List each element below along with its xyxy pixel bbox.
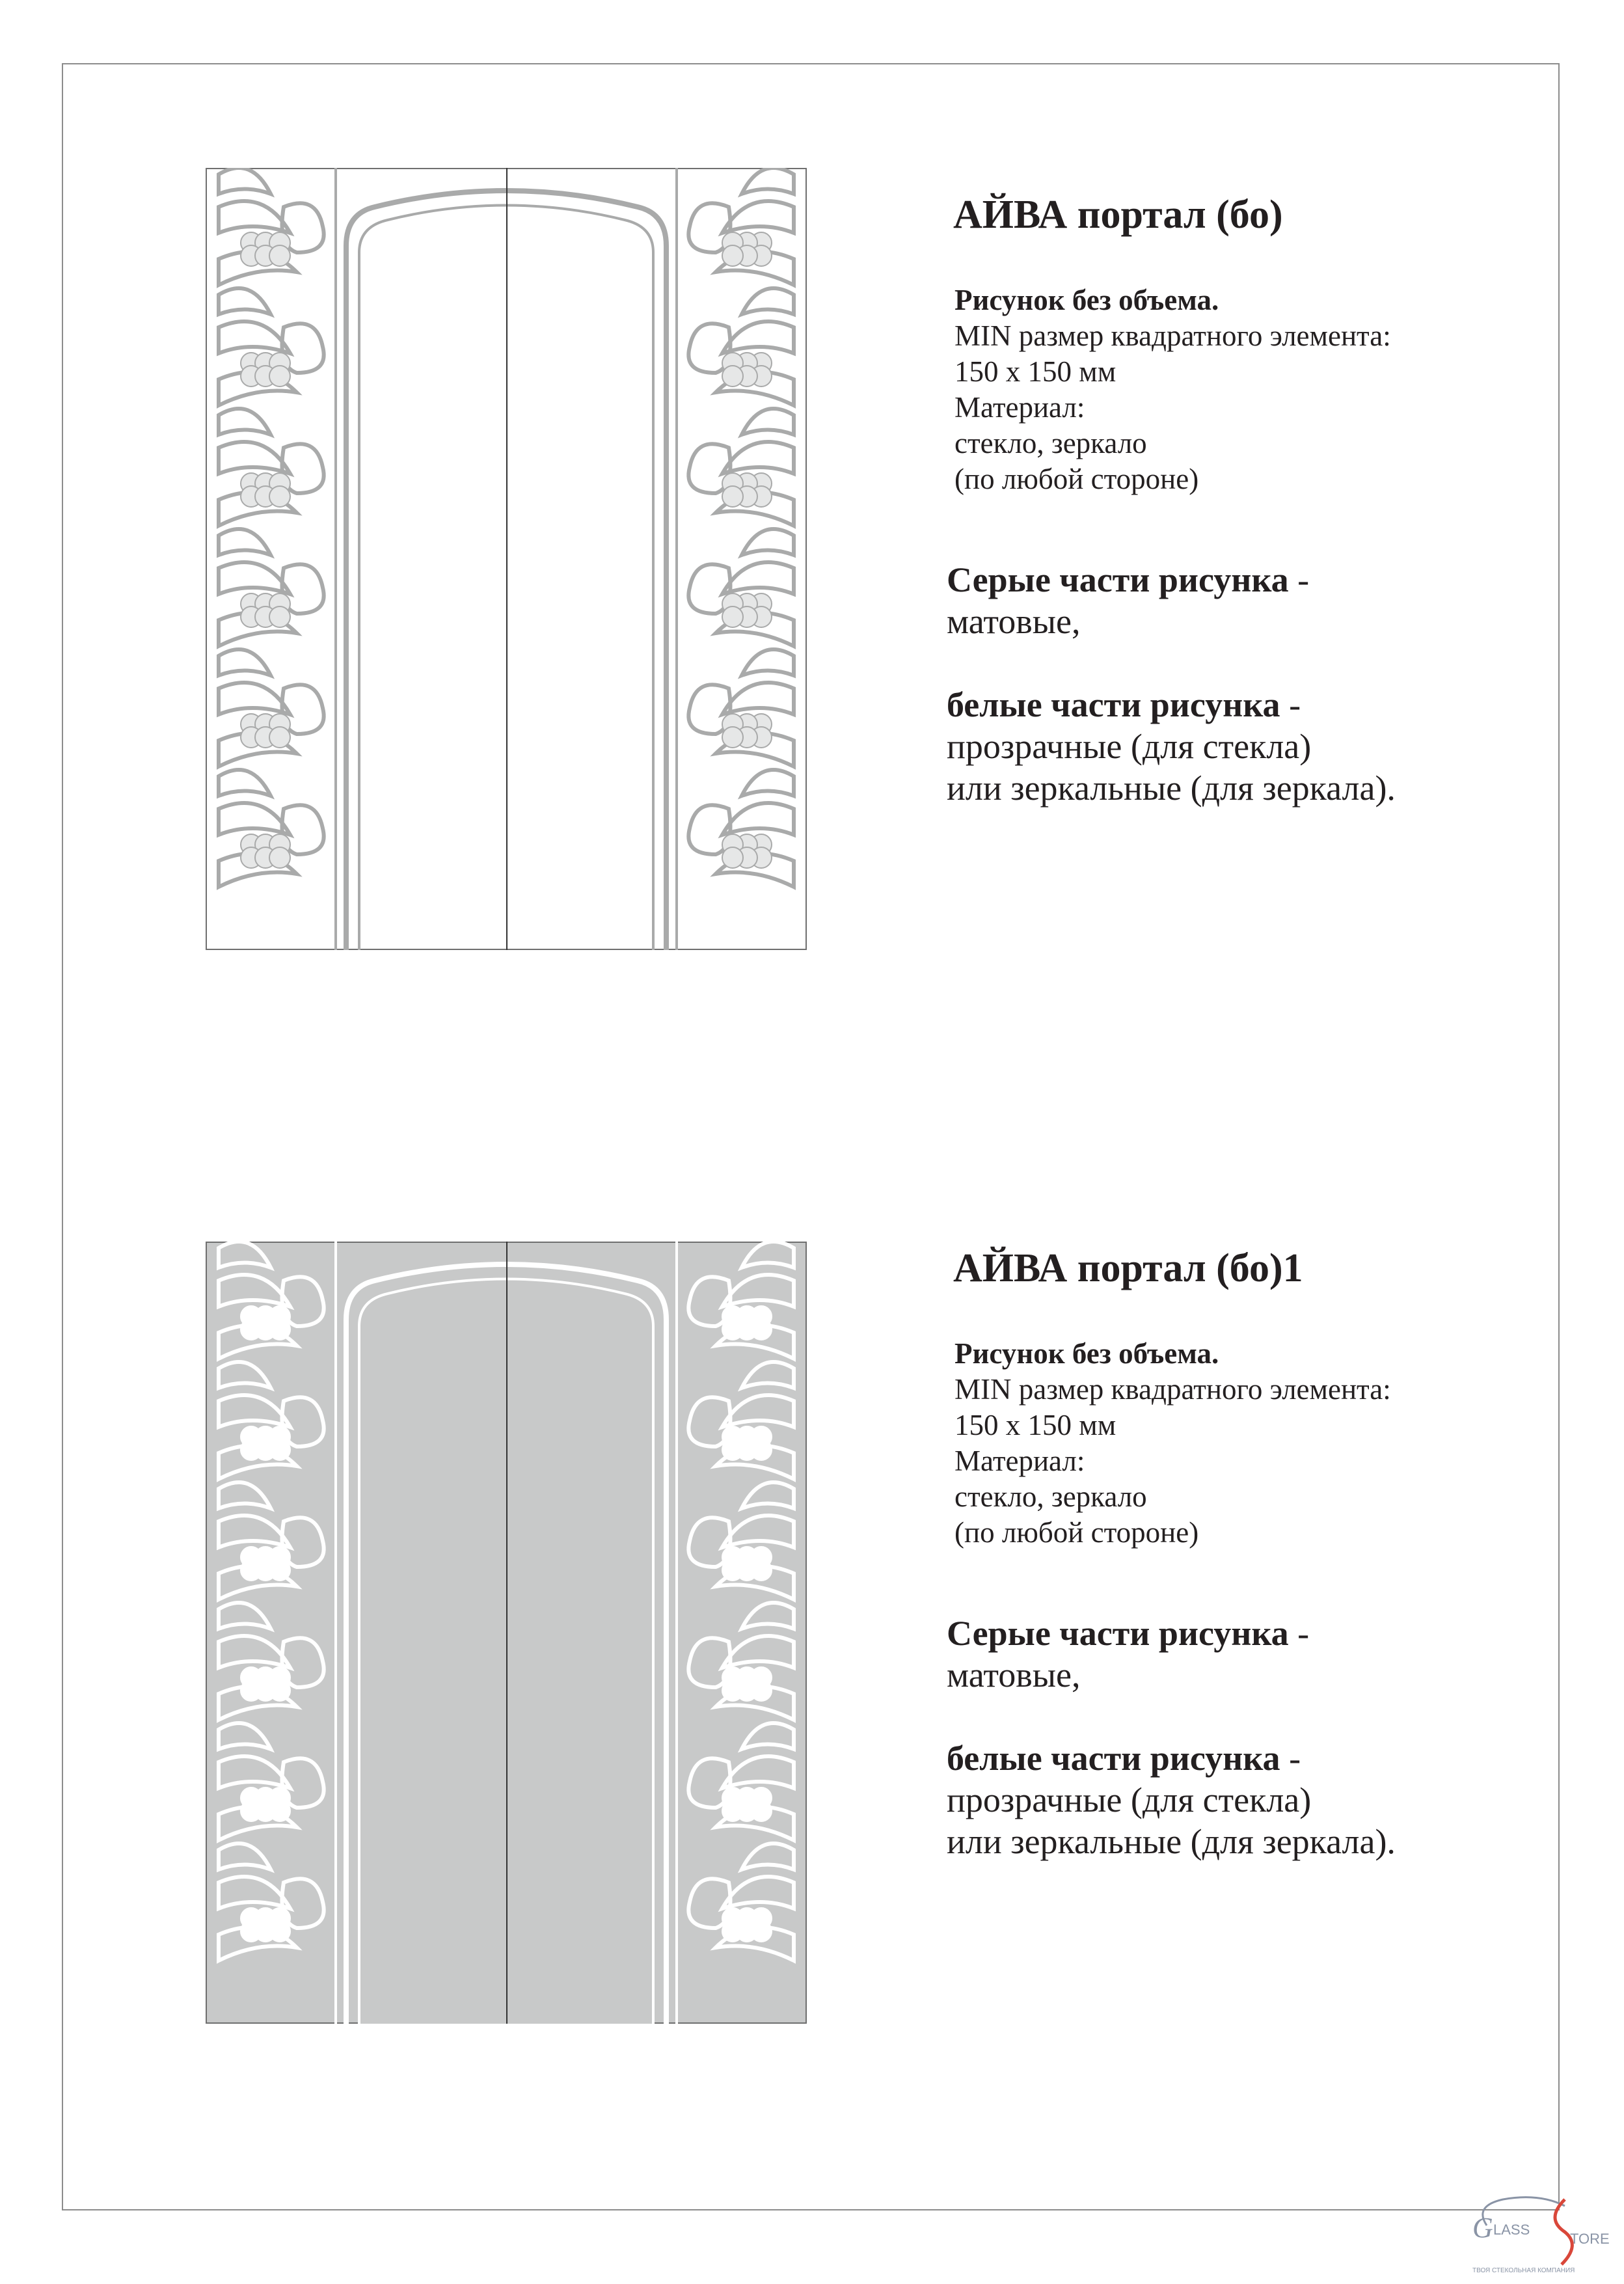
spec-line: 150 х 150 мм	[954, 1409, 1116, 1442]
matte-suffix: -	[1288, 560, 1310, 600]
matte-suffix: -	[1288, 1614, 1310, 1653]
svg-text:G: G	[1472, 2212, 1493, 2244]
clear-line: прозрачные (для стекла)	[947, 727, 1312, 767]
matte-value: матовые,	[947, 1655, 1081, 1695]
clear-line: или зеркальные (для зеркала).	[947, 1822, 1396, 1862]
spec-line: MIN размер квадратного элемента:	[954, 319, 1391, 353]
design-title: АЙВА портал (бо)1	[953, 1246, 1303, 1290]
clear-line: или зеркальные (для зеркала).	[947, 768, 1396, 808]
finish-legend	[947, 1612, 1532, 1862]
clear-label: белые части рисунка	[947, 685, 1280, 725]
clear-suffix: -	[1280, 685, 1301, 725]
design-panel-1	[206, 168, 807, 950]
glass-store-logo	[1467, 2180, 1617, 2277]
clear-legend	[947, 1737, 1532, 1862]
spec-line: стекло, зеркало	[954, 427, 1147, 460]
matte-label: Серые части рисунка	[947, 560, 1289, 600]
design-panel-2	[206, 1242, 807, 2024]
spec-block	[954, 282, 1532, 497]
svg-text:ТВОЯ СТЕКОЛЬНАЯ КОМПАНИЯ: ТВОЯ СТЕКОЛЬНАЯ КОМПАНИЯ	[1472, 2267, 1575, 2274]
spec-block	[954, 1336, 1532, 1551]
spec-heading: Рисунок без объема.	[954, 1337, 1219, 1370]
clear-line: прозрачные (для стекла)	[947, 1780, 1312, 1820]
matte-legend	[947, 559, 1532, 642]
logo-icon	[1467, 2180, 1617, 2277]
matte-value: матовые,	[947, 602, 1081, 642]
spec-line: 150 х 150 мм	[954, 355, 1116, 388]
svg-text:LASS: LASS	[1493, 2222, 1530, 2238]
spec-heading: Рисунок без объема.	[954, 284, 1219, 317]
design-info-2	[947, 1246, 1532, 1862]
clear-label: белые части рисунка	[947, 1739, 1280, 1778]
door-pattern-outline	[206, 168, 807, 950]
spec-line: Материал:	[954, 1445, 1085, 1478]
spec-line: (по любой стороне)	[954, 463, 1199, 496]
matte-legend	[947, 1612, 1532, 1696]
matte-label: Серые части рисунка	[947, 1614, 1289, 1653]
clear-legend	[947, 684, 1532, 809]
design-info-1	[947, 193, 1532, 809]
spec-line: MIN размер квадратного элемента:	[954, 1373, 1391, 1406]
spec-line: (по любой стороне)	[954, 1516, 1199, 1549]
svg-text:TORE: TORE	[1570, 2231, 1610, 2247]
design-title: АЙВА портал (бо)	[953, 193, 1283, 237]
finish-legend	[947, 559, 1532, 809]
door-pattern-filled	[206, 1242, 807, 2024]
spec-line: стекло, зеркало	[954, 1480, 1147, 1514]
spec-line: Материал:	[954, 391, 1085, 424]
clear-suffix: -	[1280, 1739, 1301, 1778]
